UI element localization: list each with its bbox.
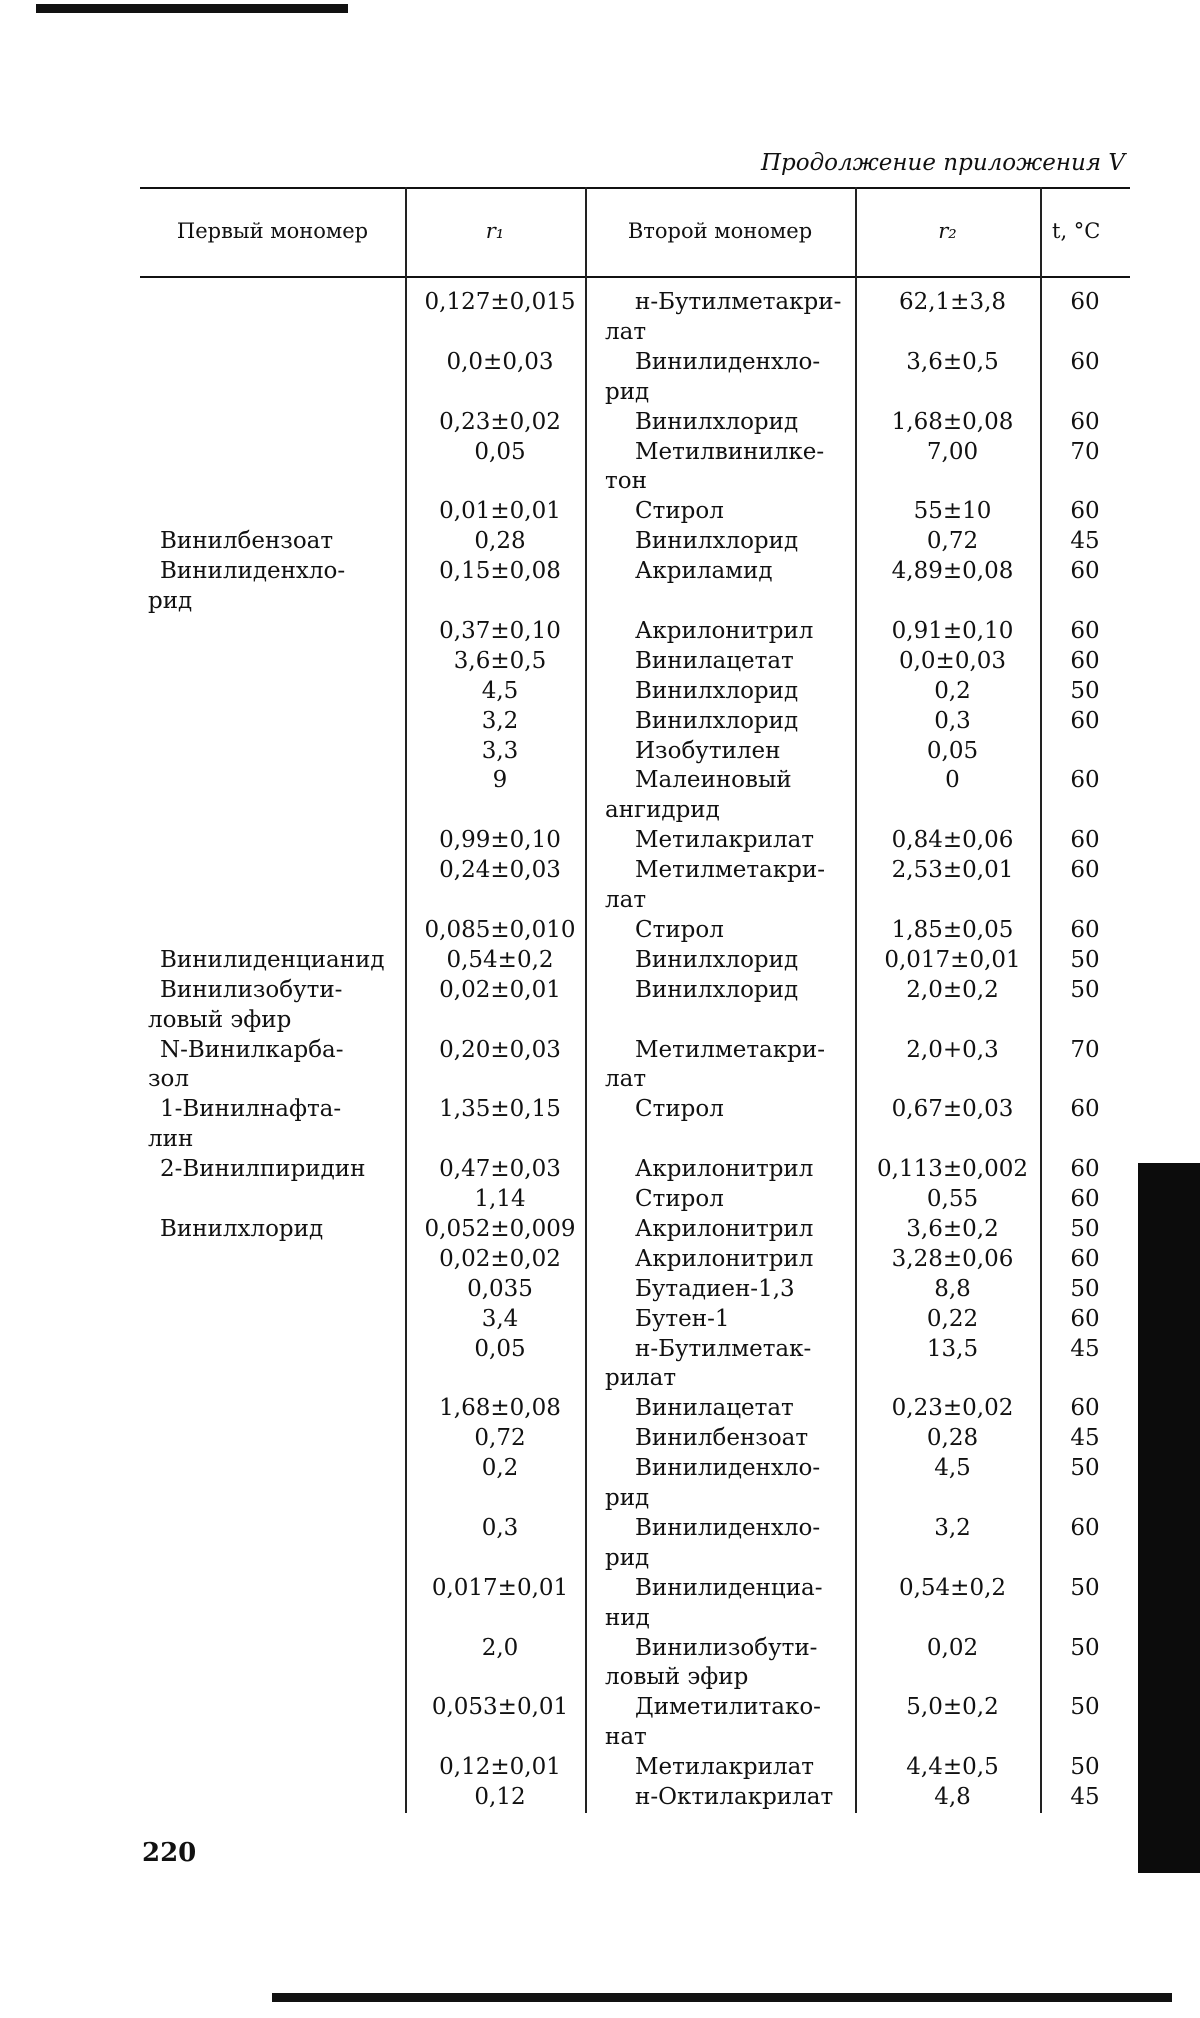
r1-cell — [410, 885, 590, 915]
temperature-cell — [1055, 1483, 1115, 1513]
r2-cell — [865, 1483, 1040, 1513]
second-monomer-cell: Винилацетат — [635, 647, 794, 674]
table-row — [0, 795, 1200, 825]
r2-cell: 4,8 — [934, 1784, 971, 1810]
table-row — [0, 975, 1200, 1005]
r2-cell: 62,1±3,8 — [898, 289, 1007, 315]
r2-cell: 0,2 — [934, 677, 971, 704]
temperature-cell: 45 — [1070, 1425, 1100, 1452]
table-row — [0, 1035, 1200, 1065]
temperature-cell: 60 — [1070, 1186, 1100, 1212]
temperature-cell — [1055, 466, 1115, 496]
temperature-cell: 60 — [1070, 617, 1100, 644]
temperature-cell — [1055, 317, 1115, 347]
first-monomer-cell: зол — [148, 1066, 190, 1093]
r1-cell: 0,12 — [474, 1784, 526, 1810]
r2-cell: 0,67±0,03 — [891, 1096, 1014, 1123]
r1-cell: 0,24±0,03 — [439, 857, 561, 884]
page-number: 220 — [142, 1838, 197, 1868]
table-row — [0, 377, 1200, 407]
r1-cell: 0,12±0,01 — [439, 1754, 561, 1781]
r1-cell: 0,053±0,01 — [431, 1694, 569, 1721]
table-row — [0, 287, 1200, 317]
r1-cell: 3,6±0,5 — [453, 647, 547, 674]
r2-cell: 7,00 — [926, 438, 979, 465]
second-monomer-cell: Винилхлорид — [635, 677, 799, 704]
r2-cell: 0,84±0,06 — [891, 827, 1014, 854]
temperature-cell: 60 — [1070, 1305, 1100, 1332]
r2-cell: 1,85±0,05 — [891, 916, 1014, 943]
r2-cell: 0,72 — [926, 528, 979, 555]
temperature-cell: 60 — [1070, 857, 1100, 884]
first-monomer-cell: 1-Винилнафта- — [160, 1096, 342, 1123]
first-monomer-cell: ловый эфир — [148, 1006, 292, 1033]
r1-cell: 4,5 — [481, 677, 519, 704]
second-monomer-cell: Винилхлорид — [635, 976, 799, 1003]
temperature-cell: 60 — [1070, 1096, 1100, 1123]
second-monomer-cell: Акрилонитрил — [635, 617, 814, 644]
table-row — [0, 1064, 1200, 1094]
r2-cell: 5,0±0,2 — [906, 1694, 999, 1721]
table-row — [0, 556, 1200, 586]
r1-cell: 0,05 — [474, 438, 526, 465]
table-row — [0, 825, 1200, 855]
table-row — [0, 1005, 1200, 1035]
temperature-cell — [1055, 377, 1115, 407]
second-monomer-cell: Винилхлорид — [635, 408, 799, 435]
second-monomer-cell: Винилацетат — [635, 1395, 794, 1422]
r1-cell: 1,68±0,08 — [439, 1395, 561, 1422]
r2-cell: 0,54±0,2 — [898, 1574, 1007, 1601]
temperature-cell: 60 — [1070, 1245, 1100, 1272]
r2-cell: 0,02 — [926, 1634, 979, 1661]
continuation-caption: Продолжение приложения V — [760, 150, 1125, 176]
table-row — [0, 1154, 1200, 1184]
r1-cell — [410, 1363, 590, 1393]
r1-cell — [410, 317, 590, 347]
temperature-cell: 50 — [1070, 1215, 1100, 1242]
first-monomer-cell: Винилбензоат — [160, 528, 334, 555]
r1-cell — [410, 1064, 590, 1094]
second-monomer-cell: Винилиденхло- — [635, 348, 821, 375]
second-monomer-cell: Акрилонитрил — [635, 1245, 814, 1272]
second-monomer-cell: рид — [605, 1485, 650, 1511]
second-monomer-cell: Винилиденциа- — [635, 1574, 823, 1601]
table-row — [0, 706, 1200, 736]
temperature-cell — [1055, 1363, 1115, 1393]
temperature-cell — [1055, 795, 1115, 825]
table-row — [0, 1662, 1200, 1692]
first-monomer-cell: лин — [148, 1126, 194, 1153]
top-scan-bar — [36, 4, 348, 13]
table-row — [0, 646, 1200, 676]
r1-cell: 1,14 — [474, 1186, 526, 1212]
temperature-cell: 70 — [1070, 1036, 1100, 1063]
table-row — [0, 347, 1200, 377]
r2-cell — [865, 1124, 1040, 1154]
r2-cell: 4,89±0,08 — [891, 558, 1014, 585]
r1-cell: 0,017±0,01 — [431, 1574, 569, 1601]
r2-cell: 13,5 — [926, 1335, 979, 1362]
second-monomer-cell: Бутадиен-1,3 — [635, 1275, 795, 1302]
col-header-second-monomer: Второй мономер — [627, 218, 813, 243]
r2-cell: 0,91±0,10 — [891, 617, 1014, 644]
temperature-cell: 50 — [1070, 946, 1100, 973]
second-monomer-cell: Малеиновый — [635, 767, 792, 794]
second-monomer-cell: Метилакрилат — [635, 827, 815, 854]
r2-cell: 0,28 — [926, 1425, 979, 1452]
col-header-temperature: t, °C — [1052, 218, 1101, 243]
temperature-cell: 50 — [1070, 1694, 1100, 1721]
r1-cell: 0,47±0,03 — [439, 1156, 561, 1183]
second-monomer-cell: Бутен-1 — [635, 1305, 730, 1332]
r1-cell: 0,052±0,009 — [424, 1215, 576, 1242]
temperature-cell: 50 — [1070, 1275, 1100, 1302]
r1-cell: 0,72 — [474, 1425, 526, 1452]
table-row — [0, 1274, 1200, 1304]
table-row — [0, 1244, 1200, 1274]
table-row — [0, 915, 1200, 945]
r2-cell — [865, 795, 1040, 825]
r2-cell — [865, 1363, 1040, 1393]
r1-cell: 0,01±0,01 — [439, 498, 561, 525]
temperature-cell: 45 — [1070, 1784, 1100, 1810]
r2-cell — [865, 317, 1040, 347]
r1-cell: 0,05 — [474, 1335, 526, 1362]
second-monomer-cell: Стирол — [635, 498, 724, 525]
second-monomer-cell: Винилбензоат — [635, 1425, 809, 1452]
table-row — [0, 1334, 1200, 1364]
second-monomer-cell: Винилизобути- — [635, 1634, 818, 1661]
second-monomer-cell: рилат — [605, 1365, 677, 1392]
table-row — [0, 1692, 1200, 1722]
second-monomer-cell: н-Октилакрилат — [635, 1784, 834, 1810]
table-row — [0, 616, 1200, 646]
temperature-cell: 50 — [1070, 1455, 1100, 1482]
temperature-cell: 60 — [1070, 1395, 1100, 1422]
r2-cell — [865, 586, 1040, 616]
r2-cell: 2,53±0,01 — [891, 857, 1014, 884]
second-monomer-cell: тон — [605, 468, 647, 495]
r1-cell: 0,54±0,2 — [446, 946, 554, 973]
r2-cell: 0,55 — [926, 1186, 979, 1212]
temperature-cell: 50 — [1070, 1754, 1100, 1781]
temperature-cell: 45 — [1070, 1335, 1100, 1362]
temperature-cell: 60 — [1070, 348, 1100, 375]
second-monomer-cell: н-Бутилметакри- — [635, 289, 842, 315]
second-monomer-cell: Диметилитако- — [635, 1694, 821, 1721]
r2-cell: 4,5 — [934, 1455, 971, 1482]
table-row — [0, 1633, 1200, 1663]
first-monomer-cell: N-Винилкарба- — [160, 1036, 344, 1063]
second-monomer-cell: Винилхлорид — [635, 946, 799, 973]
temperature-cell: 60 — [1070, 558, 1100, 585]
table-row — [0, 855, 1200, 885]
temperature-cell: 60 — [1070, 408, 1100, 435]
r1-cell — [410, 795, 590, 825]
temperature-cell — [1055, 1005, 1115, 1035]
r2-cell — [865, 1543, 1040, 1573]
table-row — [0, 945, 1200, 975]
table-row — [0, 765, 1200, 795]
r2-cell — [865, 885, 1040, 915]
r2-cell: 3,6±0,5 — [906, 348, 999, 375]
temperature-cell: 60 — [1070, 707, 1100, 734]
second-monomer-cell: Стирол — [635, 1186, 724, 1212]
r2-cell: 0,0±0,03 — [898, 647, 1007, 674]
table-row — [0, 1094, 1200, 1124]
r2-cell: 0,3 — [934, 707, 971, 734]
temperature-cell — [1055, 1064, 1115, 1094]
r2-cell: 0,22 — [926, 1305, 979, 1332]
second-monomer-cell: Акрилонитрил — [635, 1215, 814, 1242]
r1-cell: 0,20±0,03 — [439, 1036, 561, 1063]
temperature-cell — [1055, 885, 1115, 915]
r1-cell: 0,0±0,03 — [446, 348, 554, 375]
table-row — [0, 1543, 1200, 1573]
second-monomer-cell: рид — [605, 1544, 650, 1571]
second-monomer-cell: лат — [605, 318, 647, 345]
temperature-cell: 60 — [1070, 1156, 1100, 1183]
bottom-scan-bar — [272, 1993, 1172, 2002]
table-row — [0, 1423, 1200, 1453]
r2-cell — [865, 1603, 1040, 1633]
table-row — [0, 885, 1200, 915]
table-row — [0, 1363, 1200, 1393]
temperature-cell: 60 — [1070, 916, 1100, 943]
first-monomer-cell: Винилиденхло- — [160, 558, 346, 585]
temperature-cell — [1055, 1662, 1115, 1692]
second-monomer-cell: лат — [605, 1066, 647, 1093]
table-row — [0, 1483, 1200, 1513]
table-row — [0, 1513, 1200, 1543]
r2-cell: 0,05 — [926, 737, 979, 764]
r2-cell: 8,8 — [934, 1275, 971, 1302]
second-monomer-cell: н-Бутилметак- — [635, 1335, 812, 1362]
r2-cell — [865, 377, 1040, 407]
temperature-cell: 45 — [1070, 528, 1100, 555]
temperature-cell: 50 — [1070, 1574, 1100, 1601]
r1-cell: 0,2 — [481, 1455, 519, 1482]
r2-cell: 1,68±0,08 — [891, 408, 1014, 435]
temperature-cell: 60 — [1070, 498, 1100, 525]
temperature-cell — [1055, 1722, 1115, 1752]
r1-cell: 0,127±0,015 — [424, 289, 576, 315]
table-row — [0, 437, 1200, 467]
r1-cell: 3,4 — [481, 1305, 519, 1332]
table-row — [0, 586, 1200, 616]
temperature-cell: 70 — [1070, 438, 1100, 465]
second-monomer-cell: Метилвинилке- — [635, 438, 825, 465]
r1-cell: 3,2 — [481, 707, 519, 734]
second-monomer-cell: Акрилонитрил — [635, 1156, 814, 1183]
r1-cell: 0,15±0,08 — [439, 558, 561, 585]
r1-cell — [410, 1543, 590, 1573]
first-monomer-cell: Винилхлорид — [160, 1215, 324, 1242]
r2-cell: 0,23±0,02 — [891, 1395, 1014, 1422]
r2-cell: 2,0+0,3 — [906, 1036, 999, 1063]
r2-cell — [865, 466, 1040, 496]
table-row — [0, 1304, 1200, 1334]
first-monomer-cell: Винилизобути- — [160, 976, 343, 1003]
r1-cell: 3,3 — [481, 737, 519, 764]
r2-cell: 0,017±0,01 — [884, 946, 1021, 973]
r1-cell: 0,085±0,010 — [424, 916, 576, 943]
r1-cell: 0,035 — [467, 1275, 533, 1302]
table-row — [0, 1124, 1200, 1154]
temperature-cell — [1055, 1124, 1115, 1154]
r1-cell — [410, 466, 590, 496]
temperature-cell: 60 — [1070, 289, 1100, 315]
r2-cell — [865, 1722, 1040, 1752]
second-monomer-cell: Акриламид — [635, 558, 773, 585]
r1-cell: 0,28 — [474, 528, 526, 555]
r2-cell: 3,2 — [934, 1514, 971, 1541]
first-monomer-cell: рид — [148, 588, 193, 614]
r2-cell: 0 — [945, 767, 960, 794]
second-monomer-cell: нид — [605, 1604, 650, 1631]
r1-cell: 0,37±0,10 — [439, 617, 561, 644]
r1-cell: 0,23±0,02 — [439, 408, 561, 435]
r2-cell: 4,4±0,5 — [906, 1754, 999, 1781]
r2-cell: 0,113±0,002 — [877, 1156, 1028, 1183]
temperature-cell — [1055, 1543, 1115, 1573]
table-row — [0, 407, 1200, 437]
temperature-cell: 60 — [1070, 767, 1100, 794]
temperature-cell — [1055, 1603, 1115, 1633]
first-monomer-cell: 2-Винилпиридин — [160, 1156, 366, 1183]
table-row — [0, 466, 1200, 496]
r1-cell: 0,3 — [481, 1514, 519, 1541]
r1-cell: 0,02±0,02 — [439, 1245, 561, 1272]
temperature-cell — [1055, 736, 1115, 766]
second-monomer-cell: рид — [605, 378, 650, 405]
table-row — [0, 736, 1200, 766]
table-row — [0, 1214, 1200, 1244]
second-monomer-cell: Метилметакри- — [635, 857, 825, 884]
r1-cell — [410, 1005, 590, 1035]
temperature-cell: 60 — [1070, 647, 1100, 674]
second-monomer-cell: Винилхлорид — [635, 528, 799, 555]
r1-cell — [410, 586, 590, 616]
r1-cell — [410, 377, 590, 407]
table-row — [0, 1722, 1200, 1752]
second-monomer-cell: Изобутилен — [635, 737, 781, 764]
r1-cell — [410, 1603, 590, 1633]
second-monomer-cell: Стирол — [635, 916, 724, 943]
table-row — [0, 1453, 1200, 1483]
second-monomer-cell: ловый эфир — [605, 1664, 749, 1691]
r1-cell: 0,02±0,01 — [439, 976, 561, 1003]
col-header-r1: r₁ — [485, 218, 505, 243]
second-monomer-cell: лат — [605, 887, 647, 913]
r2-cell — [865, 1005, 1040, 1035]
table-row — [0, 1782, 1200, 1812]
table-row — [0, 1393, 1200, 1423]
temperature-cell: 50 — [1070, 976, 1100, 1003]
r2-cell: 3,28±0,06 — [891, 1245, 1014, 1272]
temperature-cell: 50 — [1070, 677, 1100, 704]
table-row — [0, 496, 1200, 526]
r1-cell: 0,99±0,10 — [439, 827, 561, 854]
first-monomer-cell: Винилиденцианид — [160, 946, 385, 973]
second-monomer-cell: Винилиденхло- — [635, 1514, 821, 1541]
r1-cell: 2,0 — [481, 1634, 519, 1661]
r2-cell: 55±10 — [913, 498, 992, 525]
second-monomer-cell: нат — [605, 1724, 647, 1751]
table-row — [0, 526, 1200, 556]
r1-cell — [410, 1662, 590, 1692]
second-monomer-cell: Винилхлорид — [635, 707, 799, 734]
r2-cell — [865, 1662, 1040, 1692]
table-row — [0, 1752, 1200, 1782]
second-monomer-cell: Стирол — [635, 1096, 724, 1123]
r1-cell: 1,35±0,15 — [439, 1096, 561, 1123]
temperature-cell: 60 — [1070, 827, 1100, 854]
r1-cell — [410, 1483, 590, 1513]
r1-cell: 9 — [492, 767, 508, 794]
table-row — [0, 1184, 1200, 1214]
r1-cell — [410, 1722, 590, 1752]
table-row — [0, 317, 1200, 347]
r2-cell — [865, 1064, 1040, 1094]
temperature-cell: 50 — [1070, 1634, 1100, 1661]
table-row — [0, 1573, 1200, 1603]
table-row — [0, 676, 1200, 706]
table-row — [0, 1603, 1200, 1633]
r2-cell: 2,0±0,2 — [906, 976, 999, 1003]
r1-cell — [410, 1124, 590, 1154]
r2-cell: 3,6±0,2 — [906, 1215, 999, 1242]
second-monomer-cell: Метилакрилат — [635, 1754, 815, 1781]
col-header-r2: r₂ — [938, 218, 957, 243]
second-monomer-cell: Метилметакри- — [635, 1036, 825, 1063]
temperature-cell — [1055, 586, 1115, 616]
second-monomer-cell: Винилиденхло- — [635, 1455, 821, 1482]
col-header-first-monomer: Первый мономер — [176, 218, 369, 243]
second-monomer-cell: ангидрид — [605, 797, 720, 824]
temperature-cell: 60 — [1070, 1514, 1100, 1541]
